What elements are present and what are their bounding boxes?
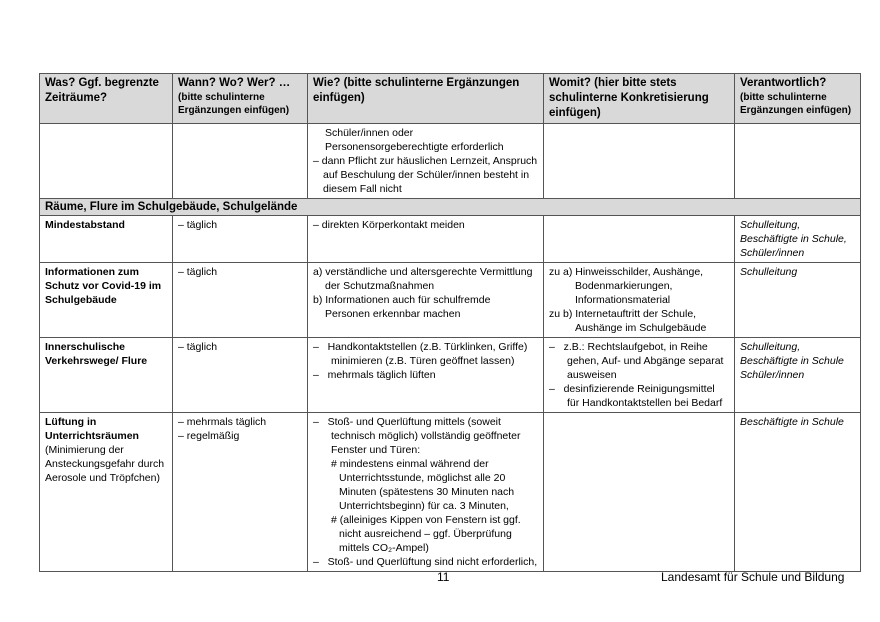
row2-when: – täglich <box>173 263 308 338</box>
row1-when: – täglich <box>173 216 308 263</box>
row3-how: – Handkontaktstellen (z.B. Türklinken, Griffe) minimieren (z.B. Türen geöffnet lassen) – mehrmals täglich lüften <box>308 338 544 413</box>
row4-responsible: Beschäftigte in Schule <box>735 413 861 572</box>
row3-responsible: Schulleitung, Beschäftigte in Schule Schüler/innen <box>735 338 861 413</box>
table-row <box>40 216 861 263</box>
row4-what: Lüftung in Unterrichtsräumen (Minimierung der Ansteckungsgefahr durch Aerosole und Tröpfchen) <box>40 413 173 572</box>
measures-table <box>39 73 861 572</box>
page-number: 11 <box>437 570 450 584</box>
row3-what: Innerschulische Verkehrswege/ Flure <box>40 338 173 413</box>
row0-how: Schüler/innen oder Personensorgeberechtigte erforderlich – dann Pflicht zur häuslichen Lernzeit, Anspruch auf Beschulung der Schüler/innen besteht in diesem Fall nicht <box>308 124 544 199</box>
footer-organization: Landesamt für Schule und Bildung <box>661 570 845 584</box>
header-responsible: Verantwortlich? (bitte schulinterne Ergänzungen einfügen) <box>735 74 861 124</box>
row1-what: Mindestabstand <box>40 216 173 263</box>
row4-when: – mehrmals täglich – regelmäßig <box>173 413 308 572</box>
section-title: Räume, Flure im Schulgebäude, Schulgelände <box>40 199 861 216</box>
table-row <box>40 263 861 338</box>
row1-how: – direkten Körperkontakt meiden <box>308 216 544 263</box>
header-with: Womit? (hier bitte stets schulinterne Konkretisierung einfügen) <box>544 74 735 124</box>
row4-how: – Stoß- und Querlüftung mittels (soweit technisch möglich) vollständig geöffneter Fenster und Türen: # mindestens einmal während der Unterrichtsstunde, möglichst alle 20 Minuten (spätestens 30 Minuten nach Unterrichtsbeginn) für ca. 3 Minuten, # (alleiniges Kippen von Fenstern ist ggf. nicht ausreichend – ggf. Überprüfung mittels CO₂-Ampel) – Stoß- und Querlüftung sind nicht erforderlich, <box>308 413 544 572</box>
row3-with: – z.B.: Rechtslaufgebot, in Reihe gehen, Auf- und Abgänge separat ausweisen – desinfizierende Reinigungsmittel für Handkontaktstellen bei Bedarf <box>544 338 735 413</box>
row1-responsible: Schulleitung, Beschäftigte in Schule, Schüler/innen <box>735 216 861 263</box>
table-row <box>40 124 861 199</box>
header-what: Was? Ggf. begrenzte Zeiträume? <box>40 74 173 124</box>
row3-when: – täglich <box>173 338 308 413</box>
table-header-row <box>40 74 861 124</box>
header-how: Wie? (bitte schulinterne Ergänzungen einfügen) <box>308 74 544 124</box>
row2-how: a) verständliche und altersgerechte Vermittlung der Schutzmaßnahmen b) Informationen auch für schulfremde Personen erkennbar machen <box>308 263 544 338</box>
table-row <box>40 413 861 572</box>
row2-responsible: Schulleitung <box>735 263 861 338</box>
row2-what: Informationen zum Schutz vor Covid-19 im Schulgebäude <box>40 263 173 338</box>
table-row <box>40 338 861 413</box>
row2-with: zu a) Hinweisschilder, Aushänge, Bodenmarkierungen, Informationsmaterial zu b) Internetauftritt der Schule, Aushänge im Schulgebäude <box>544 263 735 338</box>
section-row <box>40 199 861 216</box>
header-when: Wann? Wo? Wer? … (bitte schulinterne Ergänzungen einfügen) <box>173 74 308 124</box>
